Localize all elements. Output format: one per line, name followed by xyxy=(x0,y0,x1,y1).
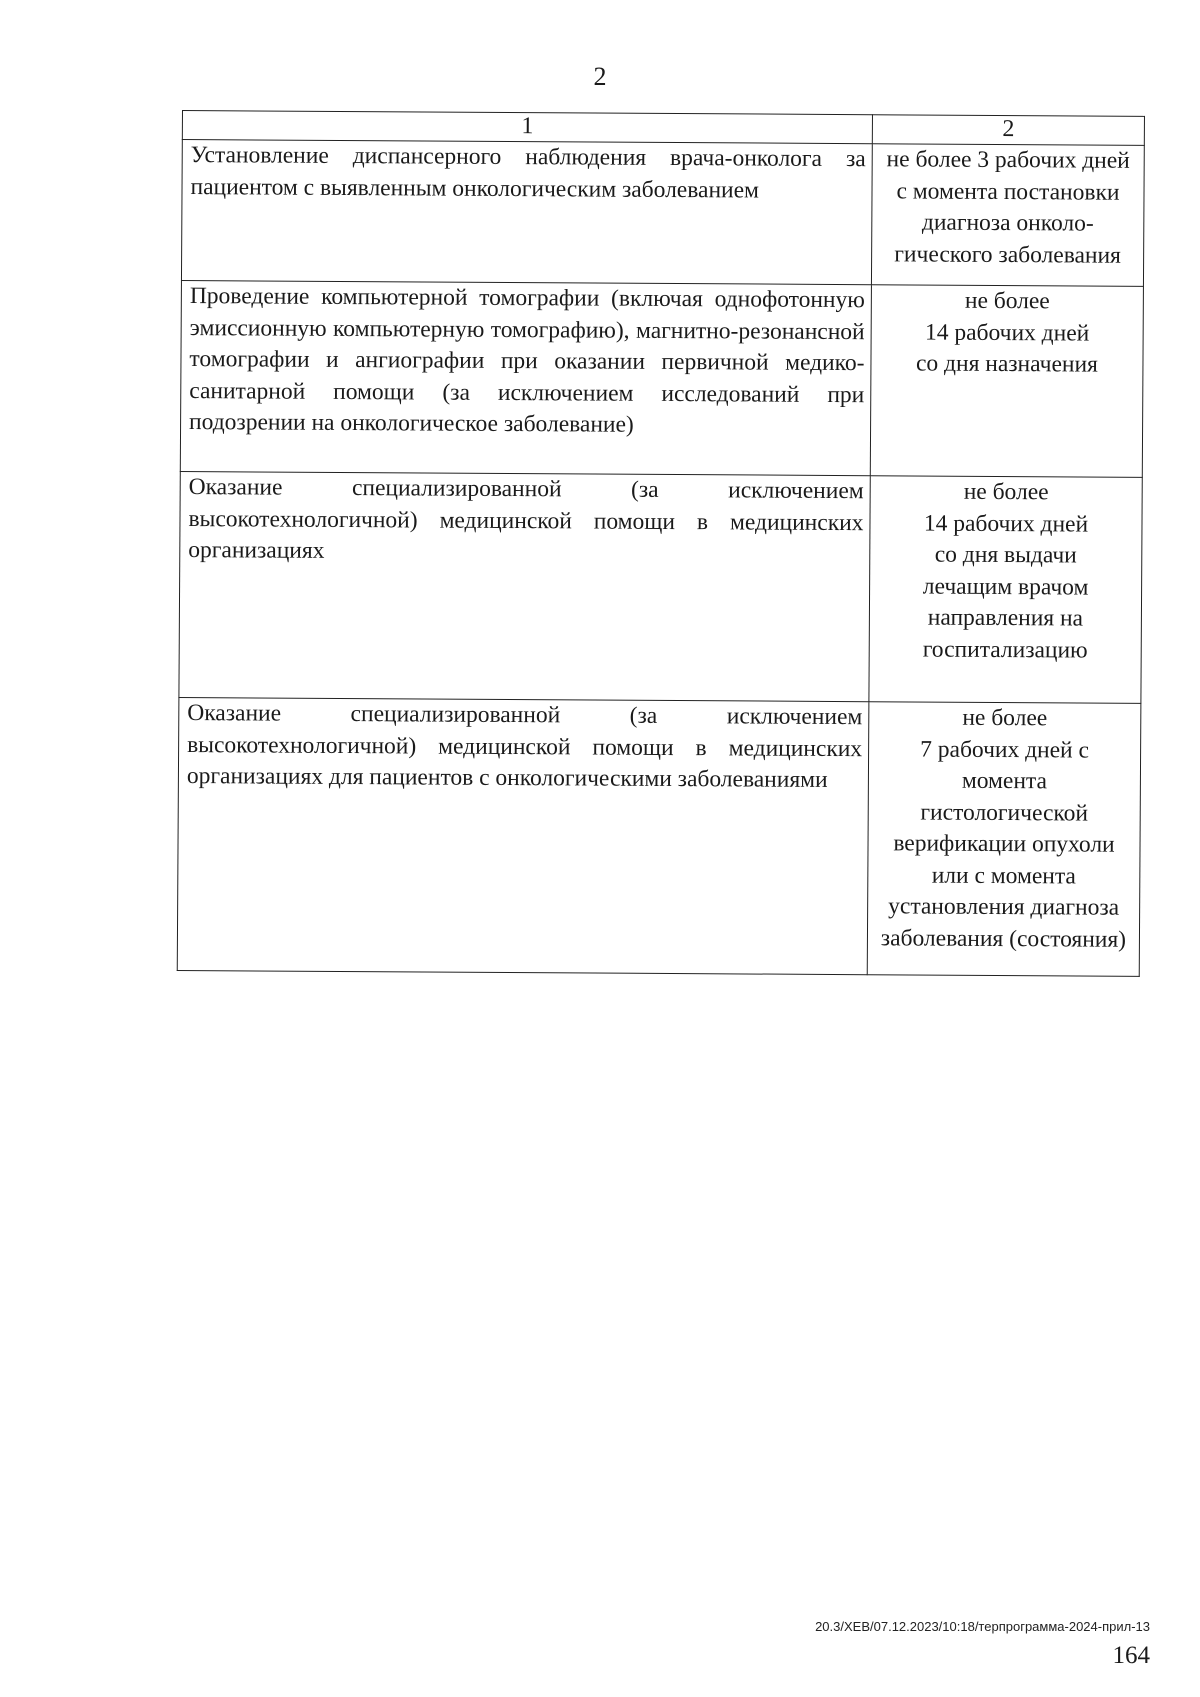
deadline-table xyxy=(177,110,1145,977)
table-row xyxy=(179,471,1142,703)
service-description: Проведение компьютерной томографии (включая однофотонную эмиссионную компьютерную томографию), магнитно-резонансной томографии и ангиографии при оказании первичной медико-санитарной помощи (за исключением исследований при подозрении на онкологическое заболевание) xyxy=(180,280,871,475)
deadline-line: со дня назначения xyxy=(915,350,1098,378)
column-header-2: 2 xyxy=(872,115,1144,146)
column-header-1: 1 xyxy=(182,111,872,144)
deadline-line: с момента постановки xyxy=(896,177,1120,206)
deadline-line: момента xyxy=(961,767,1048,795)
deadline-line: или с момента xyxy=(931,862,1076,889)
deadline-line: установления диагноза xyxy=(888,893,1120,921)
page-number-bottom: 164 xyxy=(1112,1642,1150,1669)
deadline-line: 14 рабочих дней xyxy=(923,510,1089,538)
deadline-term xyxy=(870,285,1143,478)
deadline-line: 14 рабочих дней xyxy=(924,319,1090,347)
deadline-line: госпитализацию xyxy=(922,636,1088,664)
deadline-line: заболевания (состояния) xyxy=(880,924,1127,953)
deadline-line: не более xyxy=(963,478,1049,506)
deadline-line: гистологической xyxy=(920,799,1089,827)
table-row xyxy=(181,140,1144,287)
table-row xyxy=(177,697,1141,976)
service-description: Установление диспансерного наблюдения врача-онколога за пациентом с выявленным онкологическим заболеванием xyxy=(181,140,872,285)
service-description: Оказание специализированной (за исключением высокотехнологичной) медицинской помощи в медицинских организациях для пациентов с онкологическими заболеваниями xyxy=(177,697,869,974)
deadline-line: лечащим врачом xyxy=(922,573,1089,601)
document-code: 20.3/ХЕВ/07.12.2023/10:18/терпрограмма-2024-прил-13 xyxy=(815,1619,1150,1634)
service-description: Оказание специализированной (за исключением высокотехнологичной) медицинской помощи в медицинских организациях xyxy=(179,471,870,701)
deadline-line: направления на xyxy=(927,604,1084,632)
deadline-line: не более 3 рабочих дней xyxy=(886,146,1130,174)
deadline-term xyxy=(871,144,1144,287)
page-number-top: 2 xyxy=(593,62,607,91)
deadline-line: верификации опухоли xyxy=(893,830,1115,858)
deadline-line: гического заболевания xyxy=(894,240,1121,269)
deadline-line: не более xyxy=(962,704,1048,732)
deadline-line: 7 рабочих дней с xyxy=(920,736,1090,764)
table-row xyxy=(180,280,1143,477)
deadline-line: со дня выдачи xyxy=(934,541,1077,569)
deadline-line: диагноза онколо- xyxy=(921,209,1094,237)
deadline-term xyxy=(867,702,1141,977)
deadline-line: не более xyxy=(964,287,1050,315)
deadline-term xyxy=(869,476,1142,704)
